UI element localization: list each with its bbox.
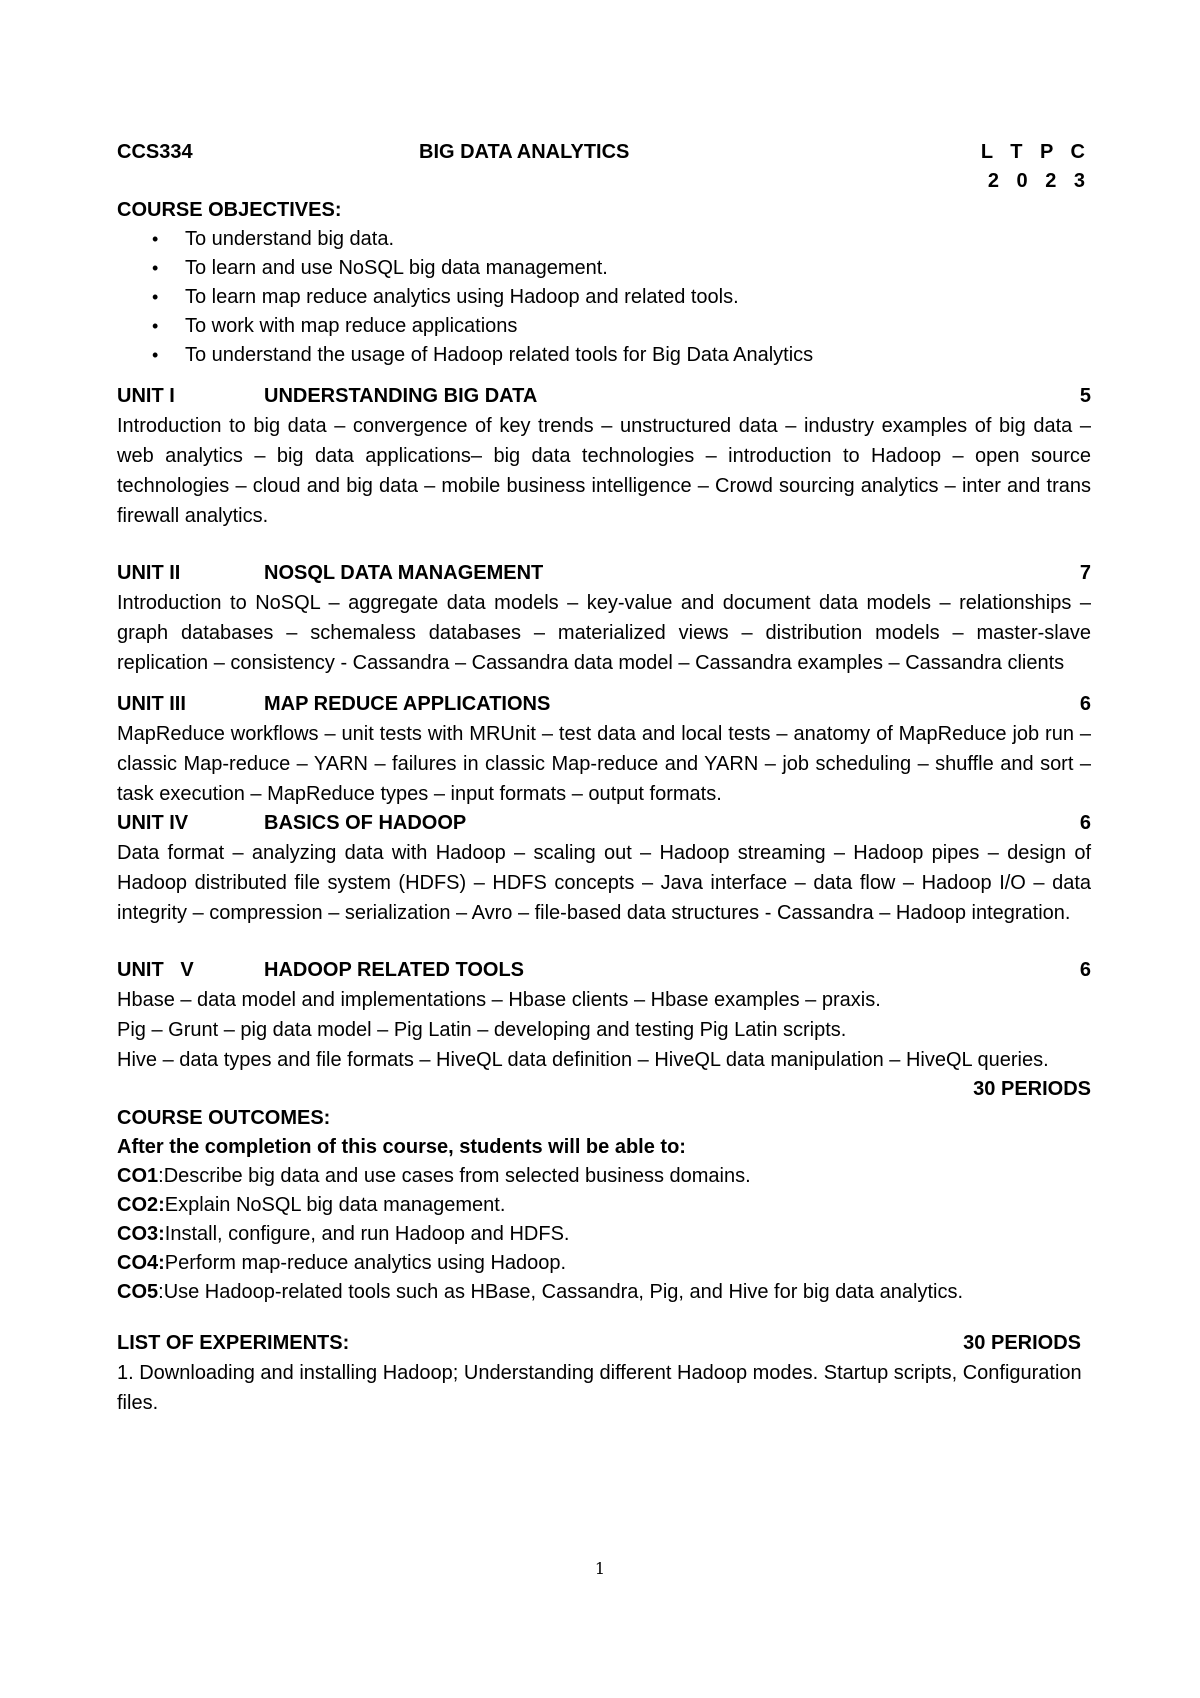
objectives-heading: COURSE OBJECTIVES:	[117, 199, 342, 221]
unit-title: UNDERSTANDING BIG DATA	[264, 385, 538, 407]
outcome-text: Use Hadoop-related tools such as HBase, Cassandra, Pig, and Hive for big data analytics.	[163, 1281, 964, 1303]
outcome-item	[117, 1278, 1091, 1307]
unit-title: NOSQL DATA MANAGEMENT	[264, 562, 544, 584]
experiment-item: 1. Downloading and installing Hadoop; Understanding different Hadoop modes. Startup scripts, Configuration files.	[117, 1362, 1082, 1414]
objective-item: • To understand the usage of Hadoop related tools for Big Data Analytics	[185, 341, 1091, 370]
experiments-heading: LIST OF EXPERIMENTS:	[117, 1332, 350, 1354]
objective-item: • To learn map reduce analytics using Hadoop and related tools.	[185, 283, 1091, 312]
outcome-code: CO3:	[117, 1223, 165, 1245]
unit-heading	[117, 559, 1091, 588]
outcome-code: CO4:	[117, 1252, 165, 1274]
ltpc-values: 2 0 2 3	[987, 170, 1091, 192]
unit-hours: 6	[1079, 959, 1091, 981]
outcome-code: CO2:	[117, 1194, 165, 1216]
unit-description-line: Hbase – data model and implementations – Hbase clients – Hbase examples – praxis.	[117, 989, 881, 1011]
outcome-text: Explain NoSQL big data management.	[164, 1194, 506, 1216]
course-header	[117, 138, 1091, 167]
objectives-list	[117, 225, 1091, 370]
unit-label: UNIT II	[117, 562, 181, 584]
outcome-text: Install, configure, and run Hadoop and HDFS.	[164, 1223, 570, 1245]
objective-item: • To understand big data.	[185, 225, 1091, 254]
unit-2	[117, 559, 1091, 678]
unit-label: UNIT I	[117, 385, 175, 407]
unit-description: Introduction to big data – convergence of key trends – unstructured data – industry examples of big data – web analytics – big data applications– big data technologies – introduction to Hadoop – open source technologies – cloud and big data – mobile business intelligence – Crowd sourcing analytics – inter and trans firewall analytics.	[117, 415, 1091, 527]
unit-description-line: Hive – data types and file formats – HiveQL data definition – HiveQL data manipulation – HiveQL queries.	[117, 1049, 1049, 1071]
unit-title: BASICS OF HADOOP	[264, 812, 467, 834]
outcome-text: Perform map-reduce analytics using Hadoop.	[164, 1252, 567, 1274]
experiments-periods: 30 PERIODS	[963, 1332, 1081, 1354]
unit-3	[117, 690, 1091, 809]
experiments-heading-row	[117, 1329, 1091, 1358]
total-periods: 30 PERIODS	[973, 1078, 1091, 1100]
unit-1	[117, 382, 1091, 531]
unit-description-line: Pig – Grunt – pig data model – Pig Latin – developing and testing Pig Latin scripts.	[117, 1019, 847, 1041]
unit-label: UNIT V	[117, 959, 194, 981]
unit-title: MAP REDUCE APPLICATIONS	[264, 693, 551, 715]
page-content	[117, 138, 1091, 1418]
unit-hours: 6	[1079, 693, 1091, 715]
course-code: CCS334	[117, 141, 193, 163]
unit-hours: 6	[1079, 812, 1091, 834]
ltpc-labels: L T P C	[980, 141, 1091, 163]
unit-label: UNIT IV	[117, 812, 189, 834]
unit-hours: 7	[1079, 562, 1091, 584]
outcomes-intro: After the completion of this course, students will be able to:	[117, 1136, 686, 1158]
outcome-code: CO5	[117, 1281, 159, 1303]
outcome-text: Describe big data and use cases from selected business domains.	[163, 1165, 751, 1187]
objective-item: • To learn and use NoSQL big data management.	[185, 254, 1091, 283]
unit-description: MapReduce workflows – unit tests with MRUnit – test data and local tests – anatomy of MapReduce job run – classic Map-reduce – YARN – failures in classic Map-reduce and YARN – job scheduling – shuffle and sort – task execution – MapReduce types – input formats – output formats.	[117, 723, 1091, 805]
outcome-item	[117, 1220, 1091, 1249]
unit-hours: 5	[1079, 385, 1091, 407]
unit-description: Data format – analyzing data with Hadoop – scaling out – Hadoop streaming – Hadoop pipes – design of Hadoop distributed file system (HDFS) – HDFS concepts – Java interface – data flow – Hadoop I/O – data integrity – compression – serialization – Avro – file-based data structures - Cassandra – Hadoop integration.	[117, 842, 1091, 924]
outcome-sep: :	[158, 1281, 164, 1303]
course-title: BIG DATA ANALYTICS	[419, 141, 630, 163]
unit-5	[117, 956, 1091, 1075]
outcome-item	[117, 1249, 1091, 1278]
unit-description: Introduction to NoSQL – aggregate data models – key-value and document data models – relationships – graph databases – schemaless databases – materialized views – distribution models – master-slave replication – consistency - Cassandra – Cassandra data model – Cassandra examples – Cassandra clients	[117, 592, 1091, 674]
unit-4	[117, 809, 1091, 928]
unit-heading	[117, 809, 1091, 838]
unit-title: HADOOP RELATED TOOLS	[264, 959, 525, 981]
unit-label: UNIT III	[117, 693, 186, 715]
objective-item: • To work with map reduce applications	[185, 312, 1091, 341]
outcome-item	[117, 1162, 1091, 1191]
unit-heading	[117, 382, 1091, 411]
outcome-sep: :	[158, 1165, 164, 1187]
outcome-item	[117, 1191, 1091, 1220]
unit-heading	[117, 690, 1091, 719]
outcomes-heading: COURSE OUTCOMES:	[117, 1107, 331, 1129]
page-number: 1	[594, 1559, 606, 1578]
outcome-code: CO1	[117, 1165, 159, 1187]
unit-heading	[117, 956, 1091, 985]
